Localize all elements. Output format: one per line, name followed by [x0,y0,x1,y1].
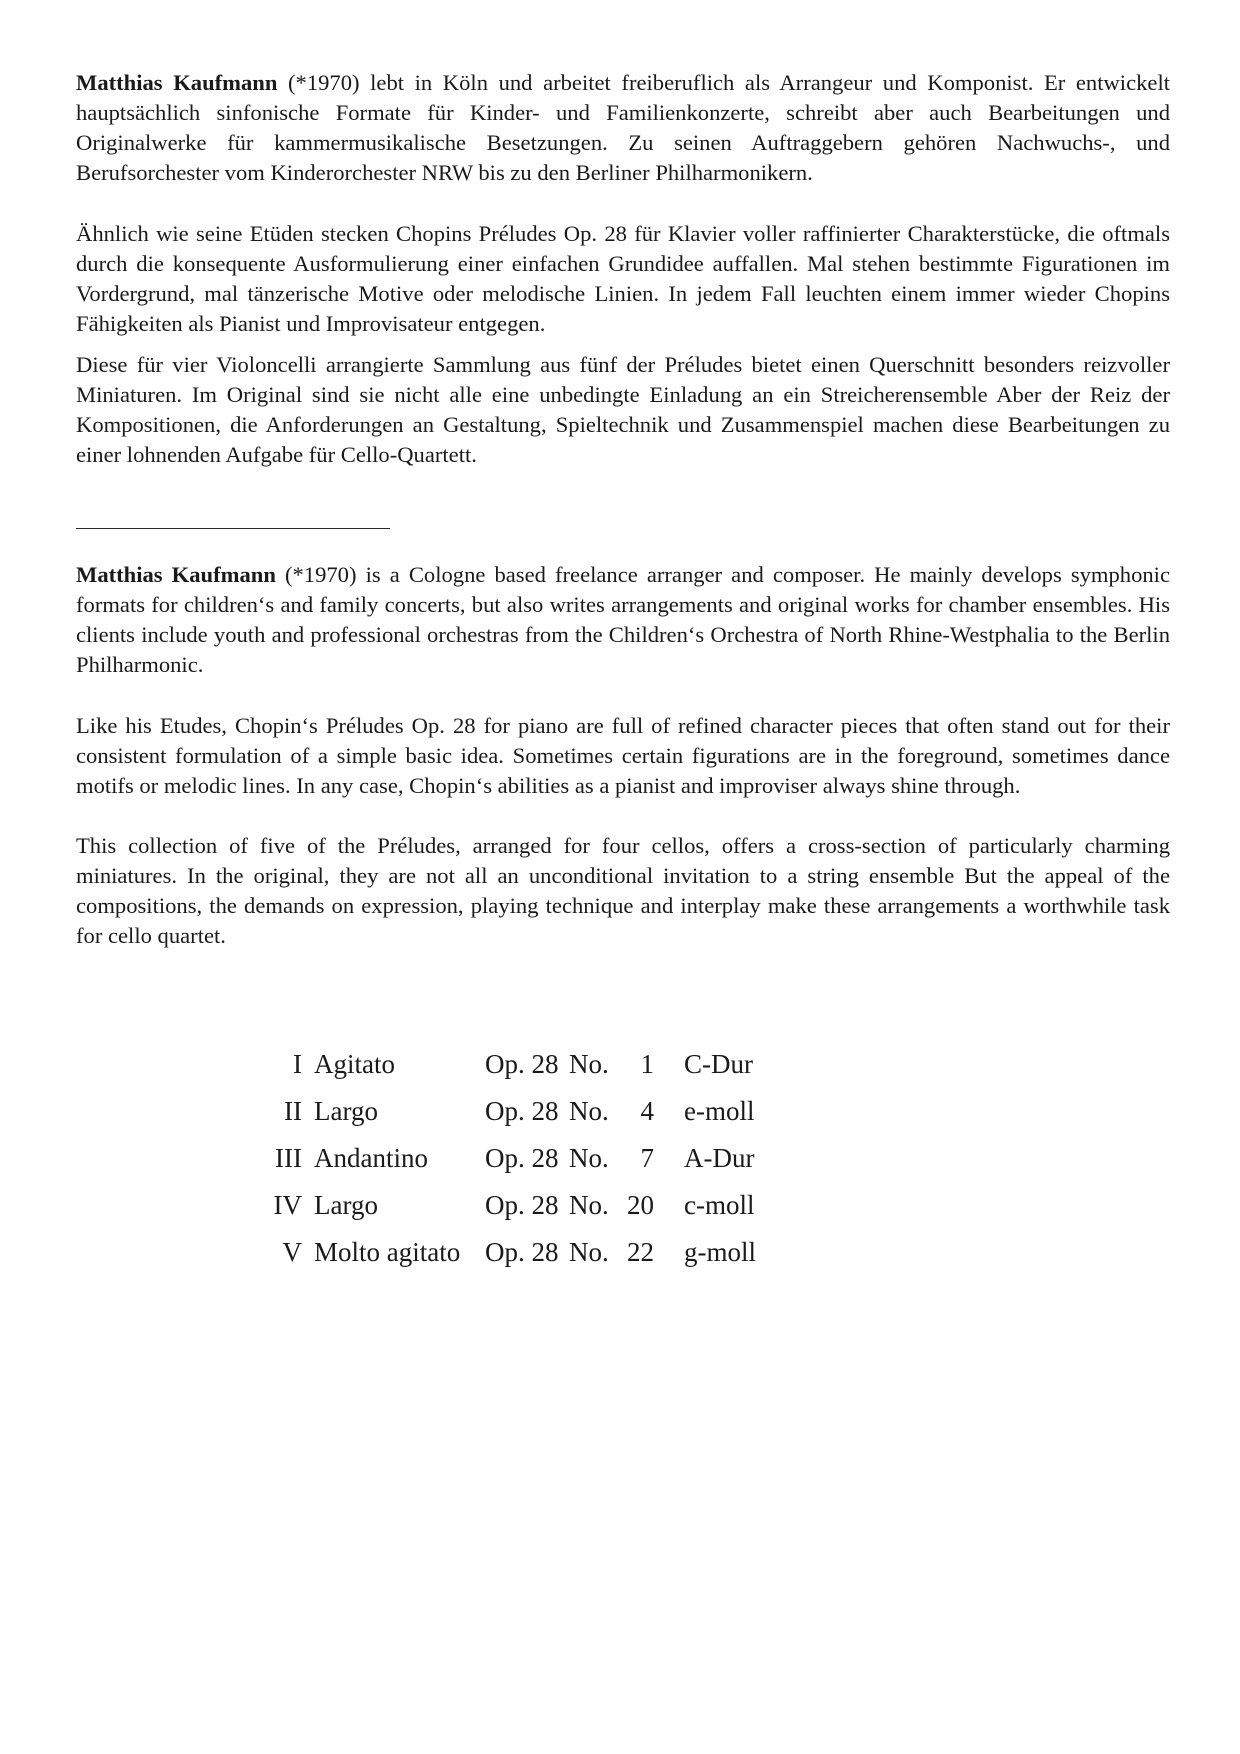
prelude-number: 4 [640,1096,654,1126]
english-bio-paragraph [76,560,1170,680]
number-label: No. [569,1237,609,1267]
english-paragraph-1-text: Like his Etudes, Chopin‘s Préludes Op. 28 for piano are full of refined character pieces that often stand out for their consistent formulation of a simple basic idea. Sometimes certain figurations are in the foreground, sometimes dance motifs or melodic lines. In any case, Chopin‘s abilities as a pianist and improviser always shine through. [76,713,1170,798]
opus: Op. 28 [485,1096,559,1126]
english-bio-text: (*1970) is a Cologne based freelance arranger and composer. He mainly develops symphonic formats for children‘s and family concerts, but also writes arrangements and original works for chamber ensembles. His clients include youth and professional orchestras from the Children‘s Orchestra of North Rhine-Westphalia to the Berlin Philharmonic. [76,562,1170,677]
movement-numeral: II [284,1096,302,1126]
movement-numeral: IV [273,1190,302,1220]
movement-title: Andantino [314,1143,428,1173]
opus: Op. 28 [485,1143,559,1173]
german-paragraph-2 [76,350,1170,470]
prelude-number: 20 [627,1190,654,1220]
opus: Op. 28 [485,1049,559,1079]
section-divider [76,528,390,529]
contents-row [250,1182,756,1229]
number-label: No. [569,1190,609,1220]
contents-row [250,1135,756,1182]
contents-row [250,1041,756,1088]
number-label: No. [569,1049,609,1079]
english-author-name: Matthias Kaufmann [76,562,276,587]
prelude-number: 22 [627,1237,654,1267]
opus: Op. 28 [485,1190,559,1220]
english-paragraph-1 [76,711,1170,801]
key-signature: g-moll [684,1237,756,1267]
german-bio-paragraph [76,68,1170,188]
movement-title: Largo [314,1190,378,1220]
key-signature: C-Dur [684,1049,753,1079]
english-paragraph-2-text: This collection of five of the Préludes, arranged for four cellos, offers a cross-section of particularly charming miniatures. In the original, they are not all an unconditional invitation to a string ensemble But the appeal of the compositions, the demands on expression, playing technique and interplay make these arrangements a worthwhile task for cello quartet. [76,833,1170,948]
movement-numeral: V [282,1237,302,1267]
german-bio-text: (*1970) lebt in Köln und arbeitet freiberuflich als Arrangeur und Komponist. Er entwickelt hauptsächlich sinfonische Formate für Kinder- und Familienkonzerte, schreibt aber auch Bearbeitungen und Originalwerke für kammermusikalische Besetzungen. Zu seinen Auftraggebern gehören Nachwuchs-, und Berufsorchester vom Kinderorchester NRW bis zu den Berliner Philharmonikern. [76,70,1170,185]
movement-title: Molto agitato [314,1237,461,1267]
key-signature: e-moll [684,1096,755,1126]
german-paragraph-2-text: Diese für vier Violoncelli arrangierte Sammlung aus fünf der Préludes bietet einen Querschnitt besonders reizvoller Miniaturen. Im Original sind sie nicht alle eine unbedingte Einladung an ein Streicherensemble Aber der Reiz der Kompositionen, die Anforderungen an Gestaltung, Spieltechnik und Zusammenspiel machen diese Bearbeitungen zu einer lohnenden Aufgabe für Cello-Quartett. [76,352,1170,467]
german-author-name: Matthias Kaufmann [76,70,278,95]
prelude-number: 1 [640,1049,654,1079]
movement-numeral: I [293,1049,302,1079]
english-paragraph-2 [76,831,1170,951]
german-paragraph-1-text: Ähnlich wie seine Etüden stecken Chopins Préludes Op. 28 für Klavier voller raffinierter Charakterstücke, die oftmals durch die konsequente Ausformulierung einer einfachen Grundidee auffallen. Mal stehen bestimmte Figurationen im Vordergrund, mal tänzerische Motive oder melodische Linien. In jedem Fall leuchten einem immer wieder Chopins Fähigkeiten als Pianist und Improvisateur entgegen. [76,221,1170,336]
movement-title: Agitato [314,1049,395,1079]
contents-row [250,1088,756,1135]
number-label: No. [569,1096,609,1126]
contents-row [250,1229,756,1276]
opus: Op. 28 [485,1237,559,1267]
movement-title: Largo [314,1096,378,1126]
prelude-number: 7 [640,1143,654,1173]
german-paragraph-1 [76,219,1170,339]
key-signature: A-Dur [684,1143,755,1173]
key-signature: c-moll [684,1190,755,1220]
number-label: No. [569,1143,609,1173]
contents-list [250,1041,756,1276]
movement-numeral: III [275,1143,302,1173]
